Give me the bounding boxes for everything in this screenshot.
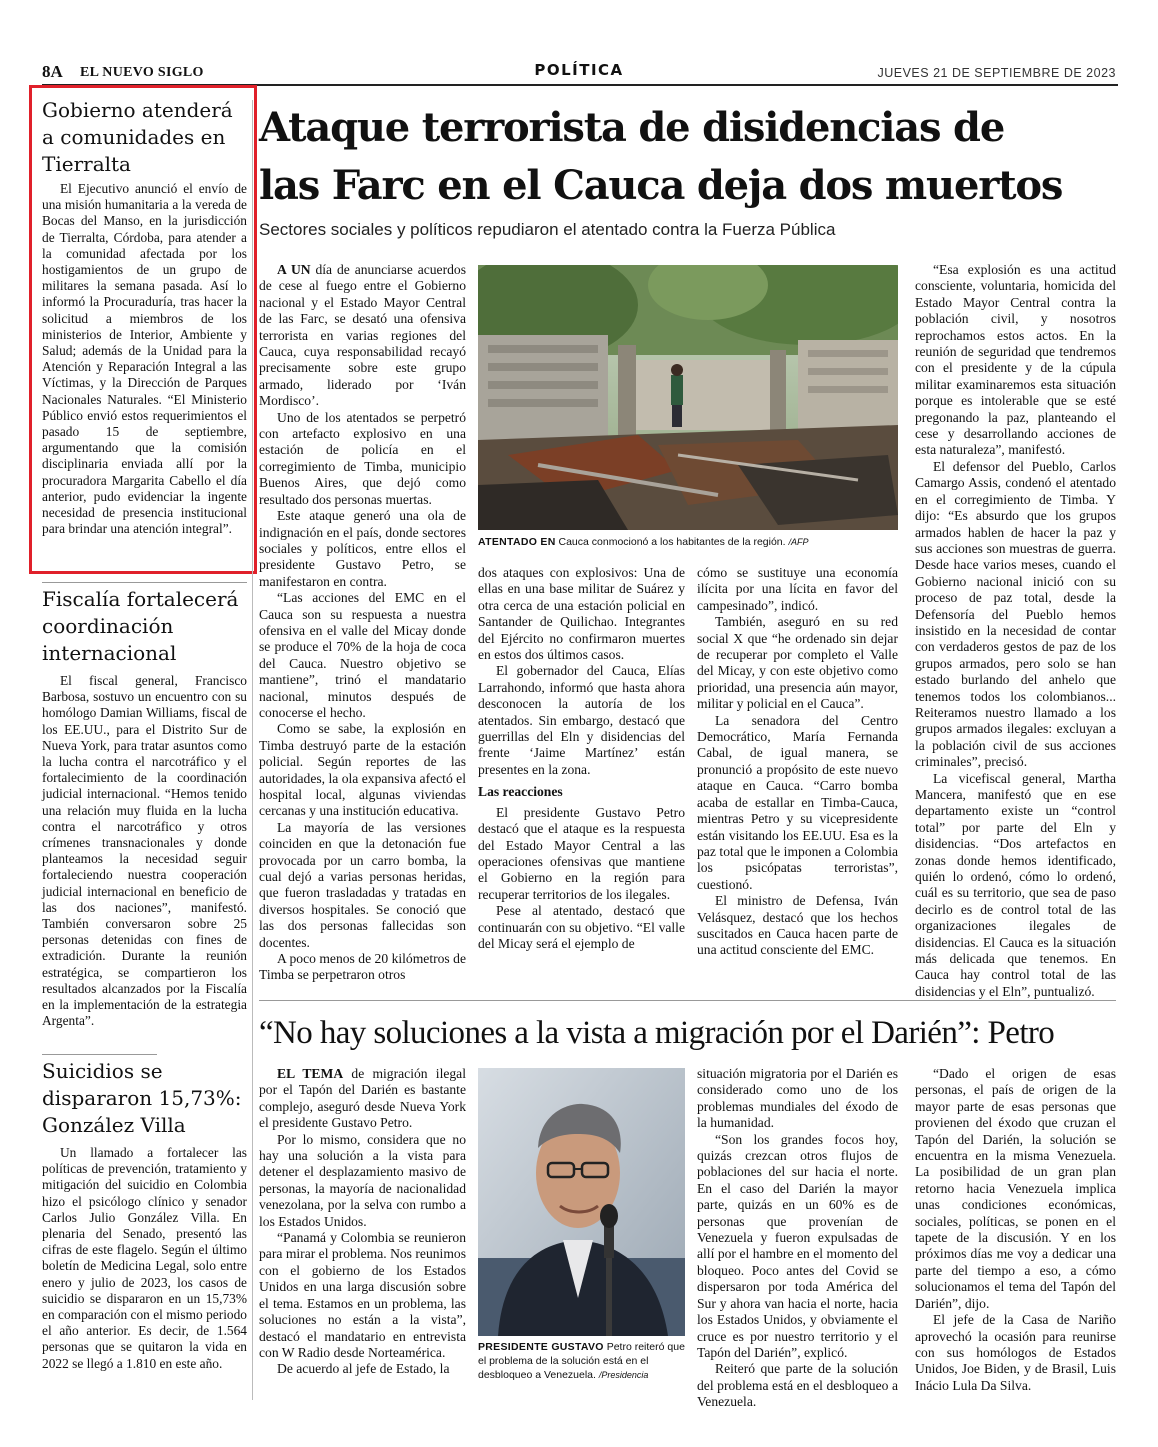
issue-date: JUEVES 21 DE SEPTIEMBRE DE 2023 bbox=[877, 66, 1116, 80]
sidebar-1-text: El Ejecutivo anunció el envío de una misión humanitaria a la vereda de Bocas del Manso, en la jurisdicción de Tierralta, Córdoba, para atender a la comunidad afectada por los hostigamientos de un grupo de militares la semana pasada. Así lo informó la Procuraduría, tras hacer la solicitud a miembros de los ministerios de Interior, Ambiente y Salud; además de la Unidad para la Atención y Reparación Integral a las Víctimas, y la Dirección de Parques Nacionales Naturales. “El Ministerio Público envió estos requerimientos el pasado 15 de septiembre, argumentando que la comisión disciplinaria enviada allí por la procuradora Margarita Cabello el día anterior, pudo evidenciar la ingente necesidad de presencia institucional para brindar una atención integral”. bbox=[42, 181, 247, 537]
paragraph: Reiteró que parte de la solución del problema está en el desbloqueo a Venezuela. bbox=[697, 1361, 898, 1410]
article-1-col-1 bbox=[259, 262, 466, 984]
paragraph: Como se sabe, la explosión en Timba destruyó parte de la estación policial. Según reportes de las autoridades, la ola expansiva afectó el hospital local, algunas viviendas cercanas y una institución educativa. bbox=[259, 721, 466, 819]
caption-credit: /AFP bbox=[788, 537, 809, 547]
paragraph: “Son los grandes focos hoy, quizás crezcan otros flujos de poblaciones del sur hacia el norte. En el caso del Darién la mayor parte, quizás en un 60% es de personas que provenían de Venezuela y fueron expulsadas de allí por el hambre en el momento del bloqueo. Poco antes del Covid se dispersaron por toda América del Sur y ahora van hacia el norte, hacia los Estados Unidos, y obviamente el cruce es por nuestro territorio y el Tapón del Darién”, explicó. bbox=[697, 1131, 898, 1360]
sidebar-1-body bbox=[42, 181, 247, 537]
paragraph: El jefe de la Casa de Nariño aprovechó la ocasión para reunirse con sus homólogos de Estados Unidos, Joe Biden, y de Brasil, Luis Inácio Lula Da Silva. bbox=[915, 1312, 1116, 1393]
caption-text: Petro reiteró que el problema de la solución está en el desbloqueo a Venezuela. bbox=[478, 1341, 685, 1381]
article-2-col-1 bbox=[259, 1066, 466, 1378]
paragraph: El ministro de Defensa, Iván Velásquez, destacó que los hechos suscitados en Cauca hacen parte de una actitud consciente del EMC. bbox=[697, 893, 898, 958]
sidebar-3-title: Suicidios se dispararon 15,73%: González Villa bbox=[42, 1059, 242, 1137]
article-1-lead-paragraph bbox=[259, 262, 466, 410]
sidebar-3-body bbox=[42, 1145, 247, 1372]
paragraph: A poco menos de 20 kilómetros de Timba se perpetraron otros bbox=[259, 951, 466, 983]
sidebar-3-text: Un llamado a fortalecer las políticas de prevención, tratamiento y mitigación del suicidio en Colombia hizo el psicólogo clínico y senador Carlos Julio González Villa. En plenaria del Senado, presentó las cifras de este flagelo. Según el último boletín de Medicina Legal, solo entre enero y julio de 2023, los casos de suicidio se dispararon en un 15,73% en comparación con el mismo periodo el año anterior. Es decir, de 1.564 personas que se quitaron la vida en 2022 se llegó a 1.810 en este año. bbox=[42, 1145, 247, 1371]
paragraph: La senadora del Centro Democrático, María Fernanda Cabal, de igual manera, se pronunció a propósito de este nuevo ataque en Cauca. “Carro bomba acaba de estallar en Timba-Cauca, mientras Petro y su vicepresidente están visitando los EE.UU. Esa es la paz total que le imponen a Colombia los psicópatas terroristas”, cuestionó. bbox=[697, 712, 898, 892]
article-1-headline bbox=[259, 99, 1129, 215]
paragraph: El defensor del Pueblo, Carlos Camargo Assis, condenó el atentado en el corregimiento de Timba. Y dijo: “Es absurdo que los grupos armados hablen de hacer la paz y sus acciones son muestras de guerra. Desde hace varios meses, cuando el Gobierno nacional inició con su proceso de paz total, desde la Defensoría del Pueblo hemos insistido en la necesidad de contar con verdaderos gestos de paz de los grupos armados, pero solo se han estado burlando del anhelo que tenemos todos los colombianos... Reiteramos nuestro llamado a los grupos armados ilegales: excluyan a la población civil de sus acciones criminales”, precisó. bbox=[915, 458, 1116, 770]
caption-lead: ATENTADO EN bbox=[478, 536, 556, 548]
paragraph: Uno de los atentados se perpetró con artefacto explosivo en una estación de policía en el corregimiento de Timba, municipio Buenos Aires, que dejó como resultado dos personas muertas. bbox=[259, 409, 466, 507]
article-1-col-3 bbox=[697, 565, 898, 959]
lead-word: EL TEMA bbox=[277, 1066, 344, 1081]
article-1-col-4 bbox=[915, 262, 1116, 1000]
sidebar-2-body bbox=[42, 673, 247, 1029]
sidebar-rule-2 bbox=[42, 1054, 157, 1055]
sidebar-2-title: Fiscalía fortalecerá coordinación internacional bbox=[42, 587, 239, 665]
article-1-subtitle: Sectores sociales y políticos repudiaron el atentado contra la Fuerza Pública bbox=[259, 220, 836, 239]
article-2-col-4 bbox=[915, 1066, 1116, 1394]
caption-lead: PRESIDENTE GUSTAVO bbox=[478, 1341, 604, 1353]
paragraph: El presidente Gustavo Petro destacó que el ataque es la respuesta del Estado Mayor Central a las operaciones ofensivas que mantiene el Gobierno en la región para recuperar territorios de los ilegales. bbox=[478, 804, 685, 902]
subhead-reactions: Las reacciones bbox=[478, 784, 563, 800]
paragraph: También, aseguró en su red social X que “he ordenado sin dejar de recuperar por completo el Valle del Micay, y con este objetivo como prioridad, una presencia aún mayor, militar y policial en el Cauca”. bbox=[697, 614, 898, 712]
headline-line-2: las Farc en el Cauca deja dos muertos bbox=[259, 162, 1063, 209]
paragraph: Pese al atentado, destacó que continuarán con su objetivo. “El valle del Micay será el ejemplo de bbox=[478, 903, 685, 951]
paragraph: “Esa explosión es una actitud consciente, voluntaria, homicida del Estado Mayor Central contra la población civil, y nosotros reprochamos estos actos. En la reunión de seguridad que tendremos con el presidente y de la cúpula militar examinaremos esta situación porque es intolerable que se esté pregonando la paz, planteando el cese y desarrollando acciones de esta naturaleza”, manifestó. bbox=[915, 262, 1116, 458]
paragraph: Este ataque generó una ola de indignación en el país, donde sectores sociales y políticos, entre ellos el presidente Gustavo Petro, se manifestaron en contra. bbox=[259, 508, 466, 589]
article-2-lead-paragraph bbox=[259, 1066, 466, 1132]
caption-credit: /Presidencia bbox=[598, 1370, 649, 1380]
paragraph: El gobernador del Cauca, Elías Larrahondo, informó que hasta ahora desconocen la autoría de los atentados. Sin embargo, destacó que guerrillas del Eln y disidencias del frente ‘Jaime Martínez’ están presentes en la zona. bbox=[478, 663, 685, 777]
section-name: POLÍTICA bbox=[534, 61, 624, 79]
masthead bbox=[0, 0, 1158, 86]
article-2-col-3 bbox=[697, 1066, 898, 1411]
paragraph: de migración ilegal por el Tapón del Darién es bastante complejo, aseguró desde Nueva York el presidente Gustavo Petro. bbox=[259, 1066, 466, 1131]
paragraph: La mayoría de las versiones coinciden en que la detonación fue provocada por un carro bomba, la cual dejó a varias personas heridas, que fueron trasladadas y tratadas en diversos hospitales. Se conoció que las dos personas fallecidas son docentes. bbox=[259, 819, 466, 950]
ruins-image bbox=[478, 265, 898, 530]
caption-text: Cauca conmocionó a los habitantes de la región. bbox=[558, 536, 786, 548]
paragraph: La vicefiscal general, Martha Mancera, manifestó que en ese departamento existe un “control total” por parte del Eln y disidencias. “Dos artefactos en zonas donde hemos identificado, quién lo ordenó, cómo lo ordenó, cuál es su territorio, que sea de paso decirlo es de control total de las organizaciones ilegales de disidencias. El Cauca es la situación más delicada que tenemos. En Cauca hay control total de las disidencias y el Eln”, puntualizó. bbox=[915, 770, 1116, 999]
article-1-photo bbox=[478, 265, 898, 530]
headline-line-1: Ataque terrorista de disidencias de bbox=[259, 104, 1005, 151]
paragraph: “Panamá y Colombia se reunieron para mirar el problema. Nos reunimos con el gobierno de los Estados Unidos en una larga discusión sobre el tema. Estamos en un problema, las soluciones no están a la vista”, destacó el mandatario en entrevista con W Radio desde Norteamérica. bbox=[259, 1230, 466, 1360]
paragraph: día de anunciarse acuerdos de cese al fuego entre el Gobierno nacional y el Estado Mayor Central de las Farc, se desató una ofensiva terrorista en varias regiones del Cauca, cuya responsabilidad recayó precisamente sobre este grupo armado, liderado por ‘Iván Mordisco’. bbox=[259, 262, 466, 409]
paragraph: De acuerdo al jefe de Estado, la bbox=[277, 1361, 450, 1377]
portrait-image bbox=[478, 1068, 685, 1336]
newspaper-name: EL NUEVO SIGLO bbox=[80, 65, 204, 80]
paragraph: Por lo mismo, considera que no hay una solución a la vista para detener el desplazamiento masivo de personas, la mayoría de nacionalidad venezolana, por la selva con rumbo a los Estados Unidos. bbox=[259, 1131, 466, 1229]
article-2-headline: “No hay soluciones a la vista a migración por el Darién”: Petro bbox=[259, 1015, 1055, 1051]
sidebar-1-title: Gobierno atenderá a comunidades en Tierralta bbox=[42, 98, 233, 176]
article-1-col-2 bbox=[478, 565, 685, 952]
article-1-caption bbox=[478, 535, 898, 549]
article-2-caption bbox=[478, 1340, 685, 1382]
sidebar-divider bbox=[252, 100, 253, 1400]
article-separator bbox=[259, 1000, 1116, 1001]
paragraph: situación migratoria por el Darién es considerado como uno de los problemas mundiales del éxodo de la humanidad. bbox=[697, 1066, 898, 1131]
paragraph: “Las acciones del EMC en el Cauca son su respuesta a nuestra ofensiva en el valle del Micay donde se produce el 70% de la hoja de coca del Cauca. Nuestro objetivo se mantiene”, trinó el mandatario nacional, minutos después de conocerse el hecho. bbox=[259, 590, 466, 720]
lead-word: A UN bbox=[277, 262, 311, 277]
sidebar-rule-1 bbox=[42, 582, 247, 583]
paragraph: cómo se sustituye una economía ilícita por una lícita en favor del campesinado”, indicó. bbox=[697, 565, 898, 613]
sidebar-2-text: El fiscal general, Francisco Barbosa, sostuvo un encuentro con su homólogo Damian Williams, fiscal de los EE.UU., para el Distrito Sur de Nueva York, para tratar asuntos como la lucha contra el narcotráfico y el fortalecimiento de la coordinación judicial internacional. “Hemos tenido una relación muy fluida en la lucha contra el narcotráfico y otros crímenes transnacionales y donde planteamos la necesidad seguir fortaleciendo nuestra cooperación judicial internacional en beneficio de las dos naciones”, manifestó. También conversaron sobre 25 personas detenidas con fines de extradición. Durante la reunión estratégica, se compartieron los resultados alcanzados por la Fiscalía en la implementación de la estrategia Argenta”. bbox=[42, 673, 247, 1029]
page-number: 8A bbox=[42, 62, 63, 81]
paragraph: “Dado el origen de esas personas, el país de origen de la mayor parte de esas personas que provienen del éxodo que cruzan el Tapón del Darién, la solución se encuentra en la misma Venezuela. La posibilidad de un gran plan retorno hacia Venezuela implica unas condiciones económicas, sociales, políticas, se ponen en el tapete de la discusión. Y en los próximos días me voy a dedicar una parte del tiempo a eso, a cómo solucionamos el tema del Tapón del Darién”, dijo. bbox=[915, 1066, 1116, 1311]
paragraph: dos ataques con explosivos: Una de ellas en una base militar de Suárez y otra cerca de una estación policial en Santander de Quilichao. Integrantes del Ejército no confirmaron muertes en estos dos últimos casos. bbox=[478, 565, 685, 663]
article-2-photo bbox=[478, 1068, 685, 1336]
